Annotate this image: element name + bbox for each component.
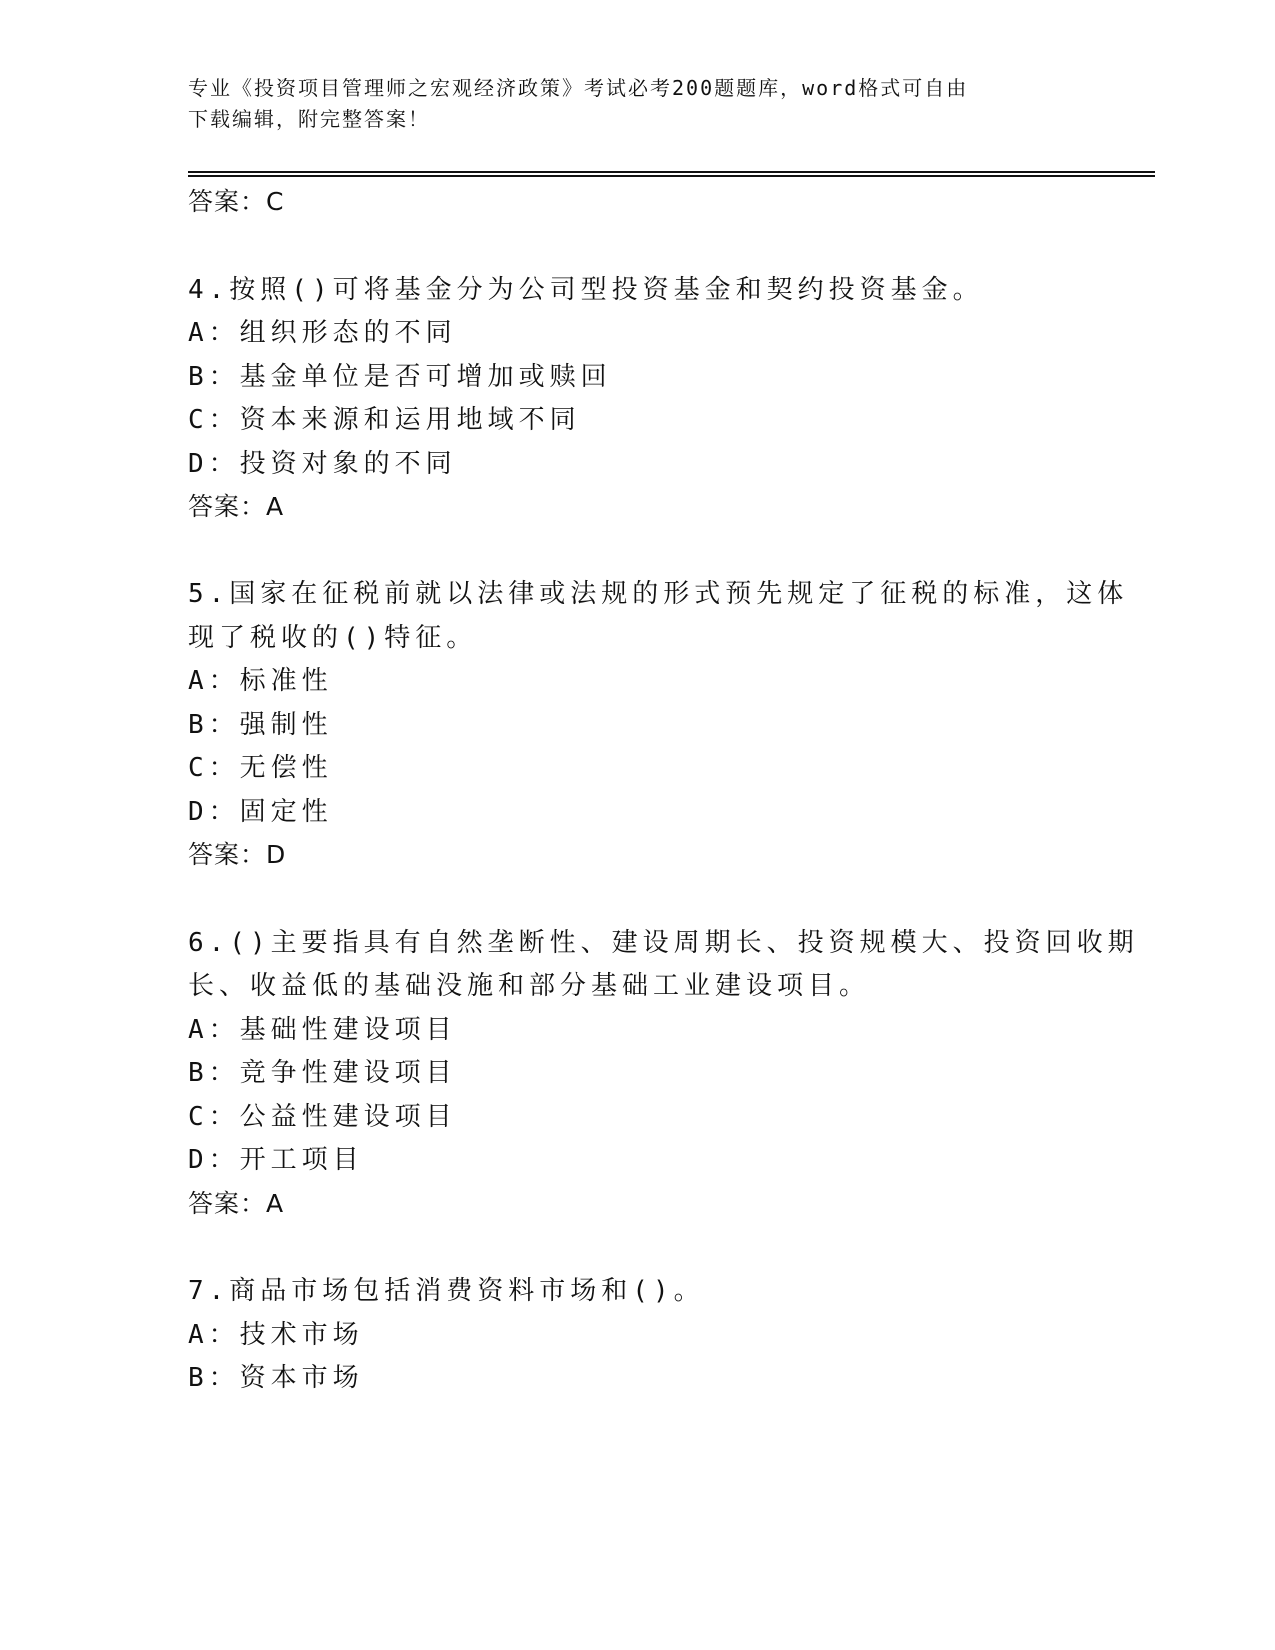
question-stem-line-1: 6.()主要指具有自然垄断性、建设周期长、投资规模大、投资回收期 [188,928,1139,958]
answer: 答案：D [188,840,287,869]
option-b: B：强制性 [188,710,333,740]
question-stem: 7.商品市场包括消费资料市场和()。 [188,1276,705,1306]
option-d: D：固定性 [188,797,333,827]
option-a: A：标准性 [188,666,333,696]
option-b: B：竞争性建设项目 [188,1058,457,1088]
question-stem-line-2: 现了税收的()特征。 [188,623,478,653]
option-a: A：组织形态的不同 [188,318,457,348]
option-b: B：资本市场 [188,1363,364,1393]
header-line-2: 下载编辑，附完整答案！ [188,107,430,131]
option-d: D：投资对象的不同 [188,449,457,479]
option-c: C：无偿性 [188,753,333,783]
header-rule-top [188,171,1155,173]
answer: 答案：A [188,1189,285,1218]
previous-answer: 答案：C [188,187,285,216]
question-stem-line-1: 5.国家在征税前就以法律或法规的形式预先规定了征税的标准，这体 [188,579,1129,609]
option-c: C：公益性建设项目 [188,1102,457,1132]
option-c: C：资本来源和运用地域不同 [188,405,581,435]
header-rule-bottom [188,175,1155,177]
option-d: D：开工项目 [188,1145,364,1175]
option-a: A：技术市场 [188,1320,364,1350]
question-stem-line-2: 长、收益低的基础没施和部分基础工业建设项目。 [188,971,871,1001]
header-line-1: 专业《投资项目管理师之宏观经济政策》考试必考200题题库，word格式可自由 [188,76,969,100]
answer: 答案：A [188,492,285,521]
option-a: A：基础性建设项目 [188,1015,457,1045]
option-b: B：基金单位是否可增加或赎回 [188,362,612,392]
question-stem: 4.按照()可将基金分为公司型投资基金和契约投资基金。 [188,275,984,305]
